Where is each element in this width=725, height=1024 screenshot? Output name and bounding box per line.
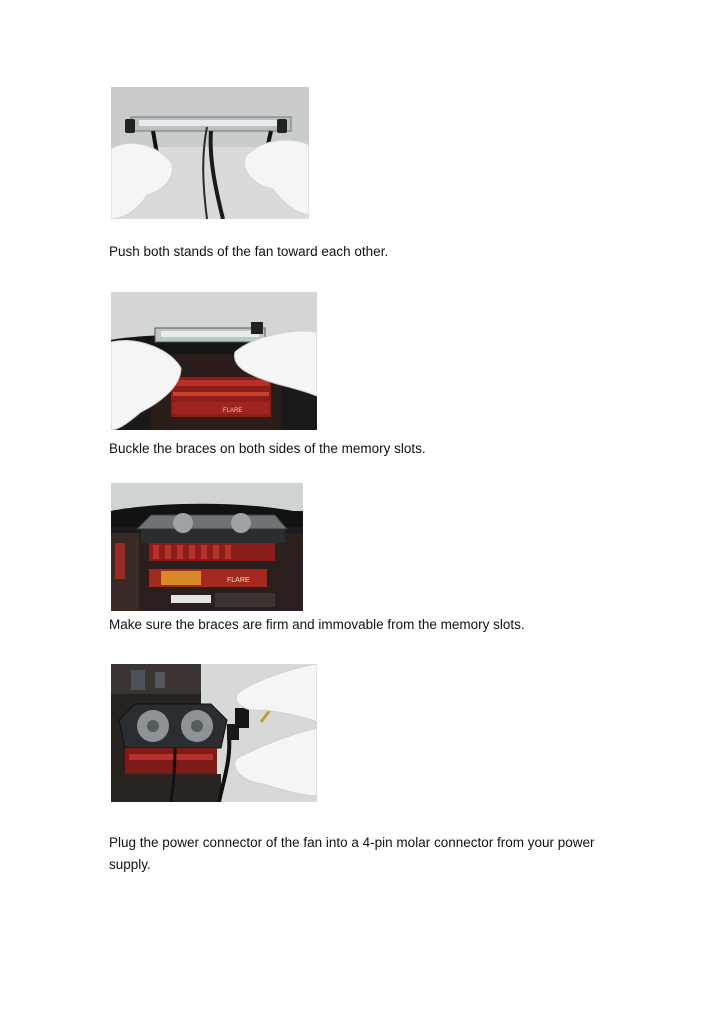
- svg-text:FLARE: FLARE: [223, 408, 243, 414]
- svg-text:FLARE: FLARE: [227, 577, 250, 584]
- step-4-photo: [111, 664, 317, 802]
- step-2-photo: [111, 292, 317, 430]
- step-1-photo: [111, 87, 309, 219]
- step-1-caption: Push both stands of the fan toward each other.: [109, 244, 389, 259]
- step-4-caption: Plug the power connector of the fan into a 4-pin molar connector from your power supply.: [109, 835, 595, 872]
- step-2-caption: Buckle the braces on both sides of the memory slots.: [109, 441, 426, 456]
- step-3-caption: Make sure the braces are firm and immovable from the memory slots.: [109, 617, 525, 632]
- step-3-photo: [111, 483, 303, 611]
